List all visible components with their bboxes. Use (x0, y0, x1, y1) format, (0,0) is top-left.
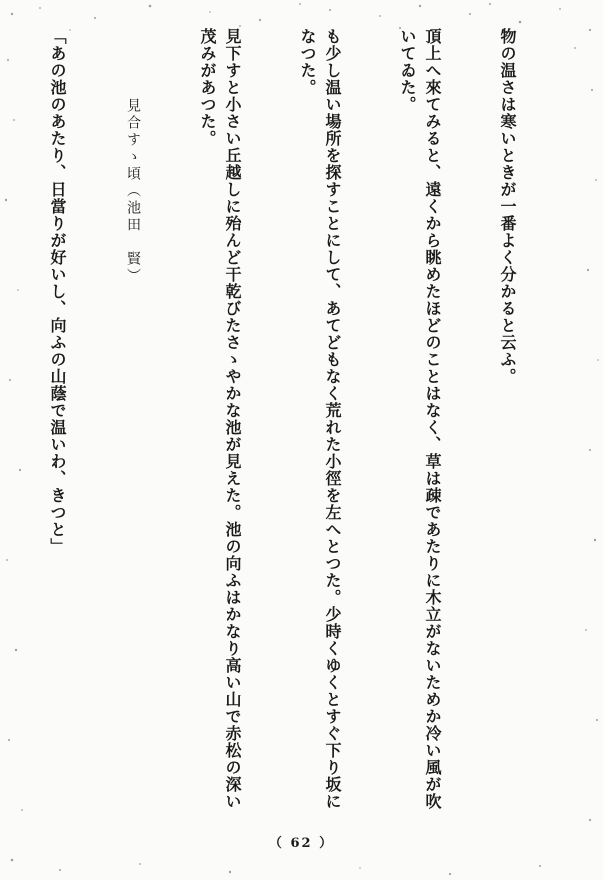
text-line-5: 「あの池のあたり、日當りが好いし、向ふの山蔭で温いわ、きつと」 (48, 28, 67, 555)
text-line-2: 頂上へ來てみると、遠くから眺めたほどのことはなく、草は疎であたりに木立がないためか冷い風が吹いてゐた。 (398, 28, 442, 810)
section-title: 見合すゝ頃（池田 賢） (125, 98, 141, 285)
text-line-4: 見下すと小さい丘越しに殆んど干乾びたさゝやかな池が見えた。池の向ふはかなり高い山で赤松の深い茂みがあつた。 (198, 28, 242, 810)
text-line-1: 物の温さは寒いときが一番よく分かると云ふ。 (498, 28, 517, 385)
text-line-3: も少し温い場所を探すことにして、あてどもなく荒れた小徑を左へとつた。少時くゆくとすぐ下り坂になつた。 (298, 28, 342, 810)
vertical-text-body (50, 28, 570, 818)
page-number: （ 62 ） (268, 836, 335, 851)
